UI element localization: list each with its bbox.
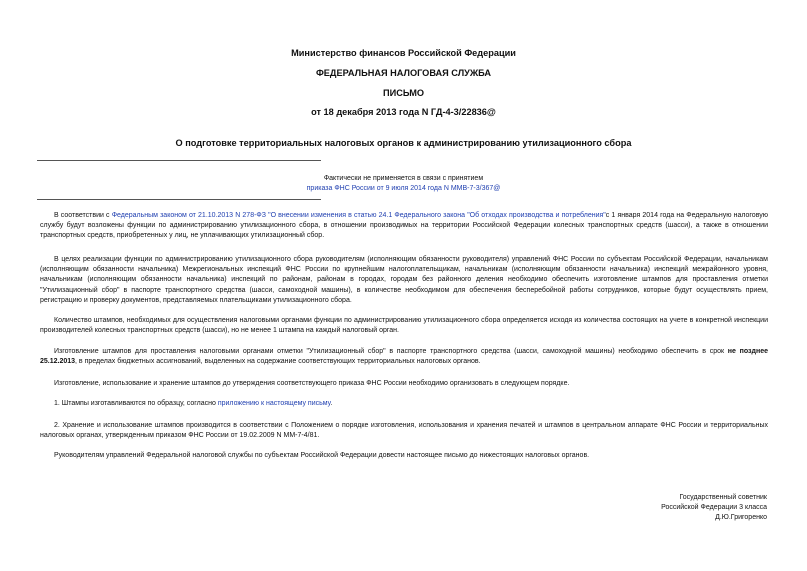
paragraph-5: Изготовление, использование и хранение штампов до утверждения соответствующего приказа ФНС России необходимо организовать в следующем порядке. <box>54 380 570 387</box>
top-divider <box>37 160 321 161</box>
paragraph-1-text-a: В соответствии с <box>54 212 112 219</box>
document-subject: О подготовке территориальных налоговых органов к администрированию утилизационного сбора <box>175 138 632 148</box>
paragraph-4-text-b: , в пределах бюджетных ассигнований, выделенных на содержание соответствующих территориальных налоговых органов. <box>75 358 481 366</box>
paragraph-6-text-b: . <box>330 400 333 407</box>
status-note-link[interactable]: приказа ФНС России от 9 июля 2014 года N ММВ-7-3/367@ <box>306 185 501 192</box>
paragraph-4 <box>40 347 768 367</box>
paragraph-6-text-a: 1. Штампы изготавливаются по образцу, согласно <box>54 400 218 407</box>
ministry-title: Министерство финансов Российской Федерации <box>291 48 516 58</box>
paragraph-2: В целях реализации функции по администрированию утилизационного сбора руководителям (исполняющим обязанности руководителя) управлений ФНС России по субъектам Российской Федерации, начальникам (исполняющим обязанности начальника) Межрегиональных инспекций ФНС России по крупнейшим налогоплательщикам, начальникам (исполняющим обязанности начальника) инспекций межрайонного уровня, начальникам (исполняющим обязанности начальника) инспекций по районам, районам в городах, городам без районного деления необходимо обеспечить изготовление штампов для проставления отметки "Утилизационный сбор" в паспорте транспортного средства (шасси, самоходной машины), в количестве необходимом для обеспечения бесперебойной работы сотрудников, которые будут осуществлять прием, регистрацию и проверку документов, представляемых плательщиками утилизационного сбора. <box>40 256 768 304</box>
federal-law-link[interactable]: Федеральным законом от 21.10.2013 N 278-ФЗ "О внесении изменения в статью 24.1 Федерального закона "Об отходах производства и потребления" <box>111 212 606 219</box>
signature-position: Государственный советник <box>679 494 767 501</box>
paragraph-7: 2. Хранение и использование штампов производится в соответствии с Положением о порядке изготовления, использования и хранения печатей и штампов в центральном аппарате ФНС России и территориальных налоговых органах, утвержденным приказом ФНС России от 19.02.2009 N ММ-7-4/81. <box>40 422 768 440</box>
paragraph-3: Количество штампов, необходимых для осуществления налоговыми органами функции по администрированию утилизационного сбора определяется исходя из количества состоящих на учете в конкретной инспекции производителей колесных транспортных средств (шасси), но не менее 1 штампа на каждый налоговый орган. <box>40 317 768 335</box>
document-type: ПИСЬМО <box>382 88 425 98</box>
paragraph-6 <box>40 399 768 409</box>
appendix-link[interactable]: приложению к настоящему письму <box>217 400 331 407</box>
status-note-text: Фактически не применяется в связи с принятием <box>323 175 484 182</box>
document-date-number: от 18 декабря 2013 года N ГД-4-3/22836@ <box>311 107 496 117</box>
paragraph-8: Руководителям управлений Федеральной налоговой службы по субъектам Российской Федерации довести настоящее письмо до нижестоящих налоговых органов. <box>54 452 590 459</box>
paragraph-1-text-b: с 1 января 2014 года на Федеральную налоговую службу будут возложены функции по администрированию утилизационного сбора, в отношении производимых на территории Российской Федерации колесных транспортных средств (шасси), а также в отношении транспортных средств, приобретенных у лиц, не уплачивающих утилизационный сбор. <box>40 212 769 240</box>
service-title: ФЕДЕРАЛЬНАЯ НАЛОГОВАЯ СЛУЖБА <box>315 68 492 78</box>
signature-name: Д.Ю.Григоренко <box>715 514 767 521</box>
paragraph-4-text-a: Изготовление штампов для проставления налоговыми органами отметки "Утилизационный сбор" в паспорте транспортного средства (шасси, самоходной машины) необходимо обеспечить в срок <box>54 348 728 355</box>
signature-rank: Российской Федерации 3 класса <box>661 504 767 511</box>
paragraph-1 <box>40 211 768 242</box>
bottom-divider <box>37 199 321 200</box>
deadline-text: не позднее 25.12.2013 <box>40 348 768 366</box>
